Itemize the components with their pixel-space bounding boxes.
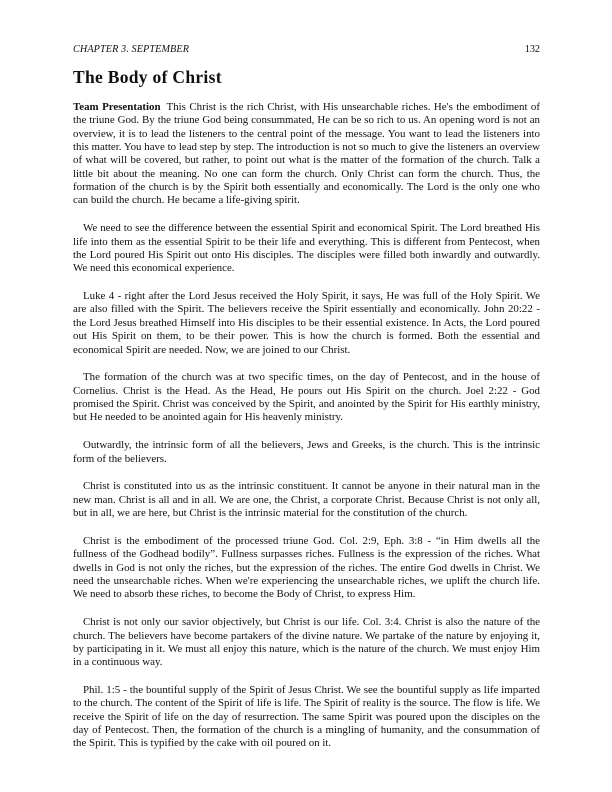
paragraph: Christ is the embodiment of the processed triune God. Col. 2:9, Eph. 3:8 - “in Him dwells all the fullness of the Godhead bodily”. Fullness surpasses riches. Fullness is the expression of the riches. What dwells in God is not only the riches, but the expression of the riches. The entire God dwells in Christ. We need the unsearchable riches. When we're experiencing the unsearchable riches, we uplift the church life. We need to absorb these riches, to become the Body of Christ, to express Him.	[73, 534, 540, 601]
page-header	[73, 44, 540, 58]
paragraph: Christ is not only our savior objectively, but Christ is our life. Col. 3:4. Christ is also the nature of the church. The believers have become partakers of the divine nature. We partake of the nature by enjoying it, by participating in it. We must all enjoy this nature, which is the nature of the church. We must enjoy Him in a continuous way.	[73, 616, 540, 669]
run-in-heading: Team Presentation	[73, 101, 161, 113]
paragraph: Phil. 1:5 - the bountiful supply of the Spirit of Jesus Christ. We see the bountiful supply as life imparted to the church. The content of the Spirit of life is life. The Spirit of reality is the source. The flow is life. We receive the Spirit of life on the day of resurrection. The same Spirit was poured upon the disciples on the day of Pentecost. Then, the formation of the church is a mingling of humanity, and the consummation of the Spirit. This is typified by the cake with oil poured on it.	[73, 684, 540, 750]
paragraph-text: This Christ is the rich Christ, with His unsearchable riches. He's the embodiment of the triune God. By the triune God being consummated, He can be so rich to us. An opening word is not an overview, it is to lead the listeners to the central point of the message. You want to lead the listeners into this matter. You have to lead step by step. The introduction is not so much to give the listeners an overview of what will be covered, but rather, to point out what is the matter of the formation of the church. Talk a little bit about the meaning. No one can form the church. Only Christ can form the church. Thus, the formation of the church is by the Spirit both essentially and economically. The Lord is the only one who can build the church. He became a life-giving spirit.	[73, 101, 540, 207]
page-number: 132	[524, 44, 540, 55]
running-title: CHAPTER 3. SEPTEMBER	[73, 44, 190, 55]
paragraph: Outwardly, the intrinsic form of all the believers, Jews and Greeks, is the church. This is the intrinsic form of the believers.	[73, 439, 540, 465]
paragraph	[73, 101, 540, 208]
paragraph: The formation of the church was at two specific times, on the day of Pentecost, and in the house of Cornelius. Christ is the Head. As the Head, He pours out His Spirit on the church. Joel 2:22 - God promised the Spirit. Christ was conceived by the Spirit, and anointed by the Spirit for His earthly ministry, but He needed to be anointed again for His heavenly ministry.	[73, 371, 540, 424]
paragraph: Christ is constituted into us as the intrinsic constituent. It cannot be anyone in their natural man in the new man. Christ is all and in all. We are one, the Christ, a corporate Christ. Because Christ is not only all, but in all, we are here, but Christ is the intrinsic material for the constitution of the church.	[73, 480, 540, 520]
paragraph: Luke 4 - right after the Lord Jesus received the Holy Spirit, it says, He was full of the Holy Spirit. We are also filled with the Spirit. The believers receive the Spirit essentially and economically. John 20:22 - the Lord Jesus breathed Himself into His disciples to be their essential existence. In Acts, the Lord poured out His Spirit on them, to be their power. This is how the church is formed. Both the essential and economical Spirit are needed. Now, we are joined to our Christ.	[73, 290, 540, 356]
section-title: The Body of Christ	[73, 67, 222, 87]
paragraph: We need to see the difference between the essential Spirit and economical Spirit. The Lord breathed His life into them as the essential Spirit to be their life and everything. This is different from Pentecost, when the Lord poured His Spirit out onto His disciples. The disciples were filled both inwardly and outwardly. We need this economical experience.	[73, 222, 540, 275]
section-body	[73, 101, 540, 765]
